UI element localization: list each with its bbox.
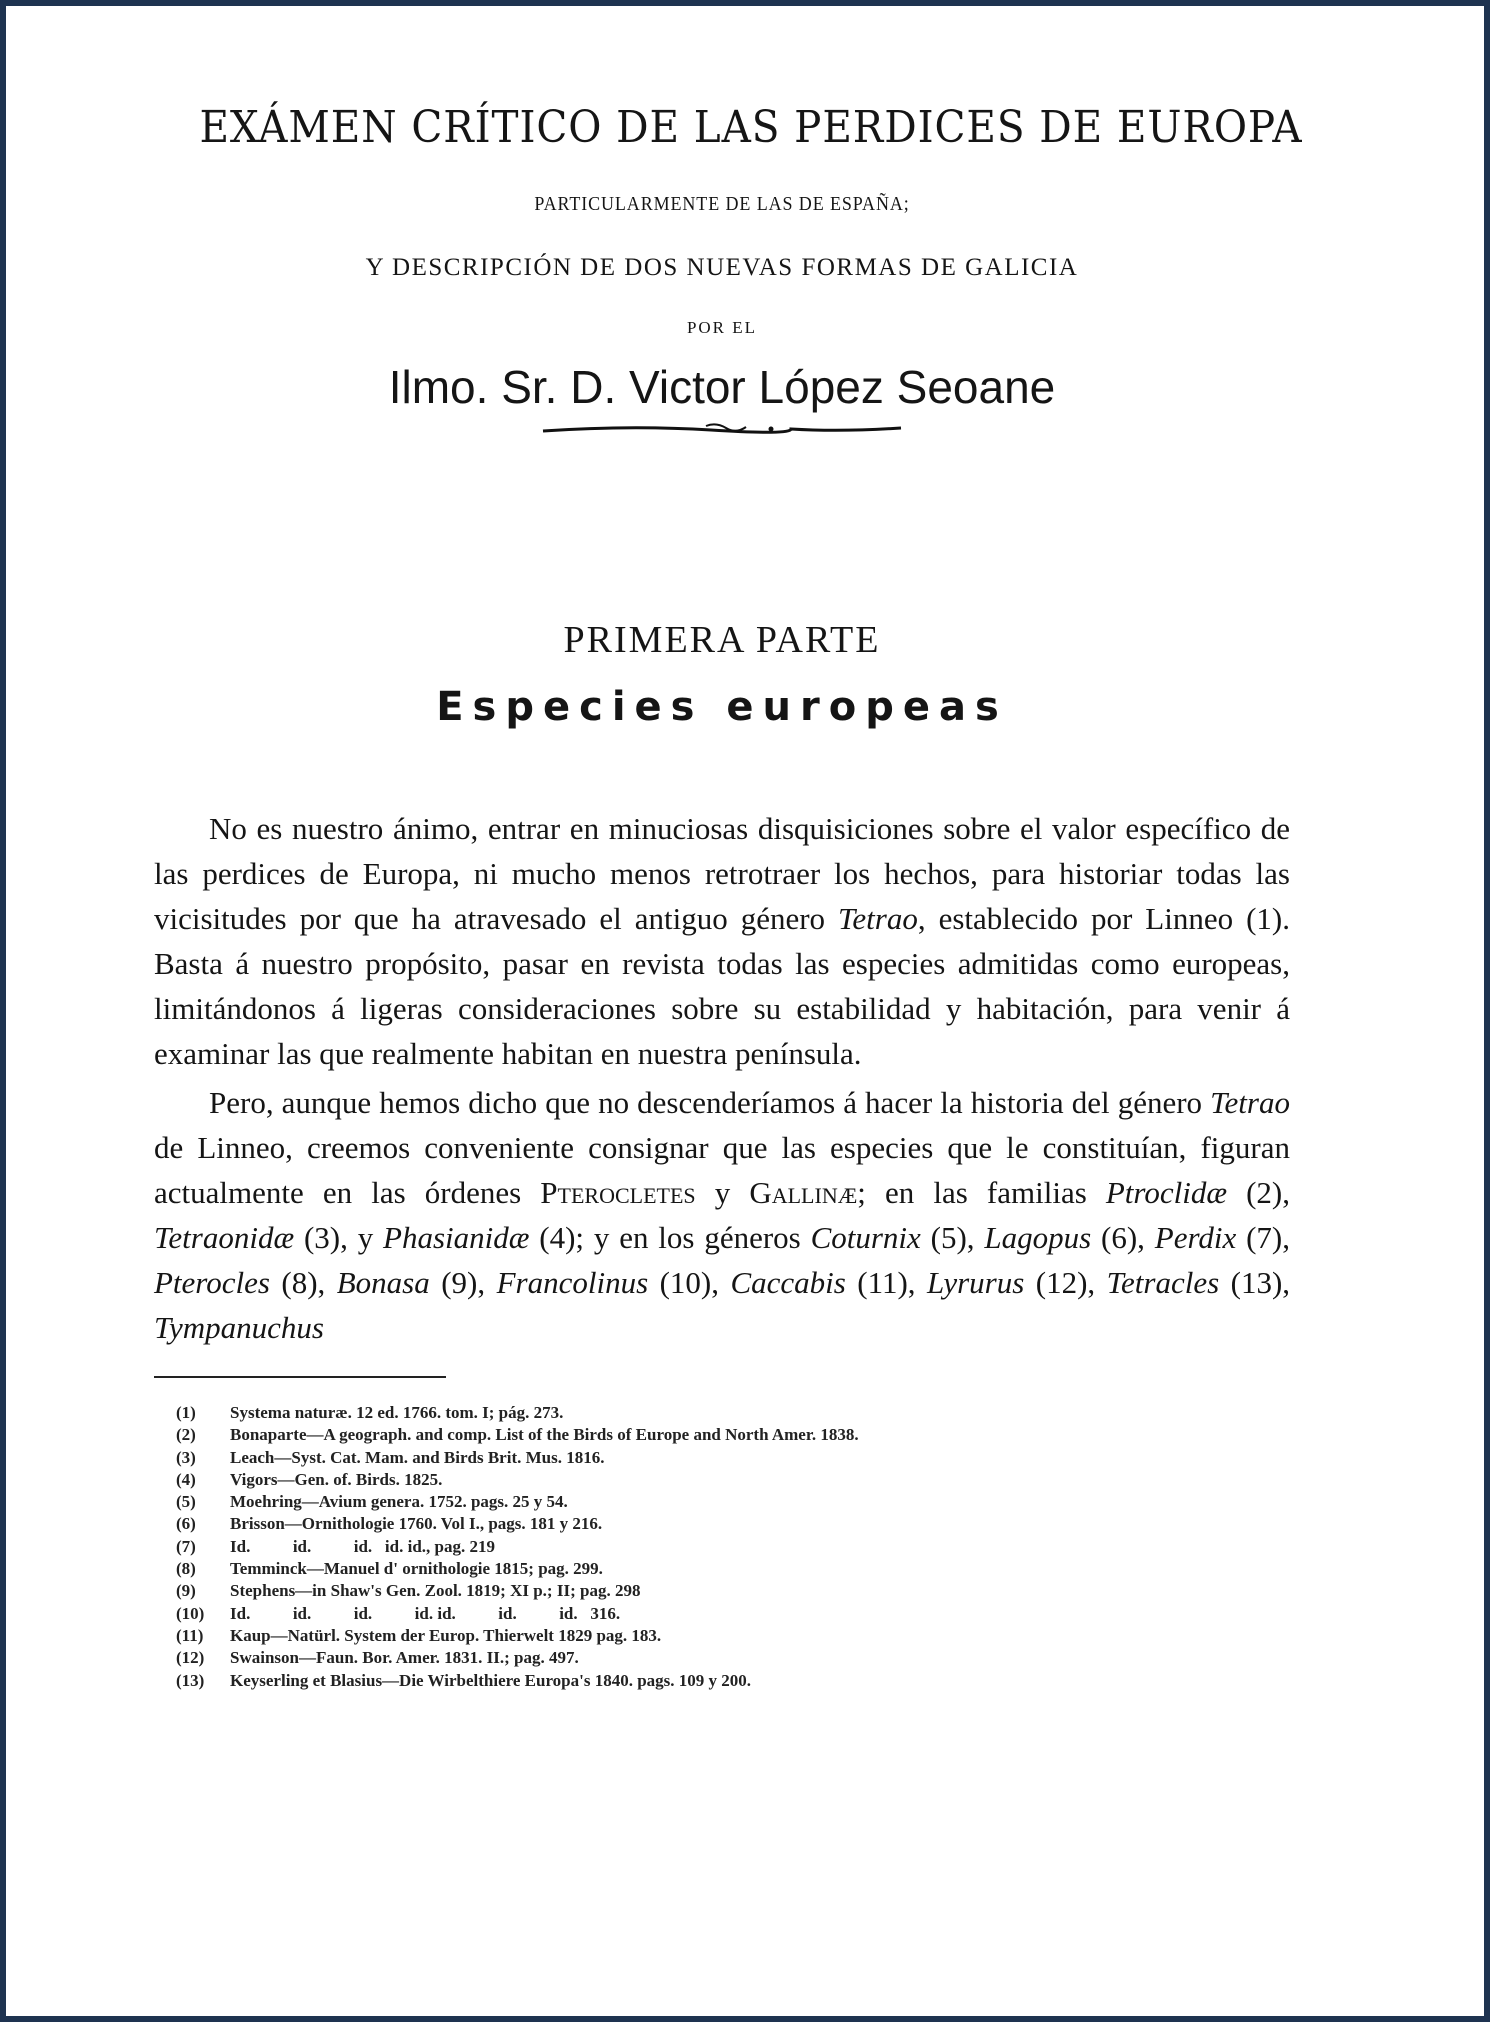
subtitle-description: Y DESCRIPCIÓN DE DOS NUEVAS FORMAS DE GALICIA xyxy=(365,254,1079,281)
title-block xyxy=(154,102,1303,438)
subtitle-particularly: PARTICULARMENTE DE LAS DE ESPAÑA; xyxy=(534,193,910,215)
document-page xyxy=(154,102,1303,1692)
footnote: (5) Moehring—Avium genera. 1752. pags. 25 y 54. xyxy=(176,1492,568,1512)
author-name: Ilmo. Sr. D. Victor López Seoane xyxy=(388,361,1056,413)
footnote: (2) Bonaparte—A geograph. and comp. List of the Birds of Europe and North Amer. 1838. xyxy=(176,1425,859,1445)
ornament-divider-icon xyxy=(541,422,903,438)
footnote: (4) Vigors—Gen. of. Birds. 1825. xyxy=(176,1469,443,1489)
footnote: (13) Keyserling et Blasius—Die Wirbelthiere Europa's 1840. pags. 109 y 200. xyxy=(176,1670,752,1690)
footnote: (8) Temminck—Manuel d' ornithologie 1815; pag. 299. xyxy=(176,1559,603,1579)
footnotes xyxy=(154,1402,1290,1692)
footnote: (1) Systema naturæ. 12 ed. 1766. tom. I; pág. 273. xyxy=(176,1403,564,1422)
footnote: (3) Leach—Syst. Cat. Mam. and Birds Brit. Mus. 1816. xyxy=(176,1447,605,1467)
part-heading: PRIMERA PARTE xyxy=(563,619,881,661)
footnote-rule xyxy=(154,1376,446,1378)
paragraph-2: Pero, aunque hemos dicho que no descenderíamos á hacer la historia del género Tetrao de Linneo, creemos conveniente consignar que las especies que le constituían, figuran actualmente en las órdenes Pterocletes y Gallinæ; en las familias Ptroclidæ (2), Tetraonidæ (3), y Phasianidæ (4); y en los géneros Coturnix (5), Lagopus (6), Perdix (7), Pterocles (8), Bonasa (9), Francolinus (10), Caccabis (11), Lyrurus (12), Tetracles (13), Tympanuchus xyxy=(154,1085,1291,1345)
paragraph-1: No es nuestro ánimo, entrar en minuciosas disquisiciones sobre el valor específico de las perdices de Europa, ni mucho menos retrotraer los hechos, para historiar todas las vicisitudes por que ha atravesado el antiguo género Tetrao, establecido por Linneo (1). Basta á nuestro propósito, pasar en revista todas las especies admitidas como europeas, limitándonos á ligeras consideraciones sobre su estabilidad y habitación, para venir á examinar las que realmente habitan en nuestra península. xyxy=(154,811,1290,1071)
body-text xyxy=(154,806,1290,1350)
footnote: (10) Id. id. id. id. id. id. id. 316. xyxy=(176,1603,621,1623)
footnote: (12) Swainson—Faun. Bor. Amer. 1831. II.; pag. 497. xyxy=(176,1648,579,1668)
footnote: (11) Kaup—Natürl. System der Europ. Thierwelt 1829 pag. 183. xyxy=(176,1625,662,1645)
footnote: (9) Stephens—in Shaw's Gen. Zool. 1819; XI p.; II; pag. 298 xyxy=(176,1581,641,1601)
section-heading: Especies europeas xyxy=(436,684,1008,730)
main-title: EXÁMEN CRÍTICO DE LAS PERDICES DE EUROPA xyxy=(199,102,1303,153)
footnote: (7) Id. id. id. id. id., pag. 219 xyxy=(176,1536,495,1556)
footnote: (6) Brisson—Ornithologie 1760. Vol I., pags. 181 y 216. xyxy=(176,1514,603,1534)
byline-label: POR EL xyxy=(686,318,758,337)
